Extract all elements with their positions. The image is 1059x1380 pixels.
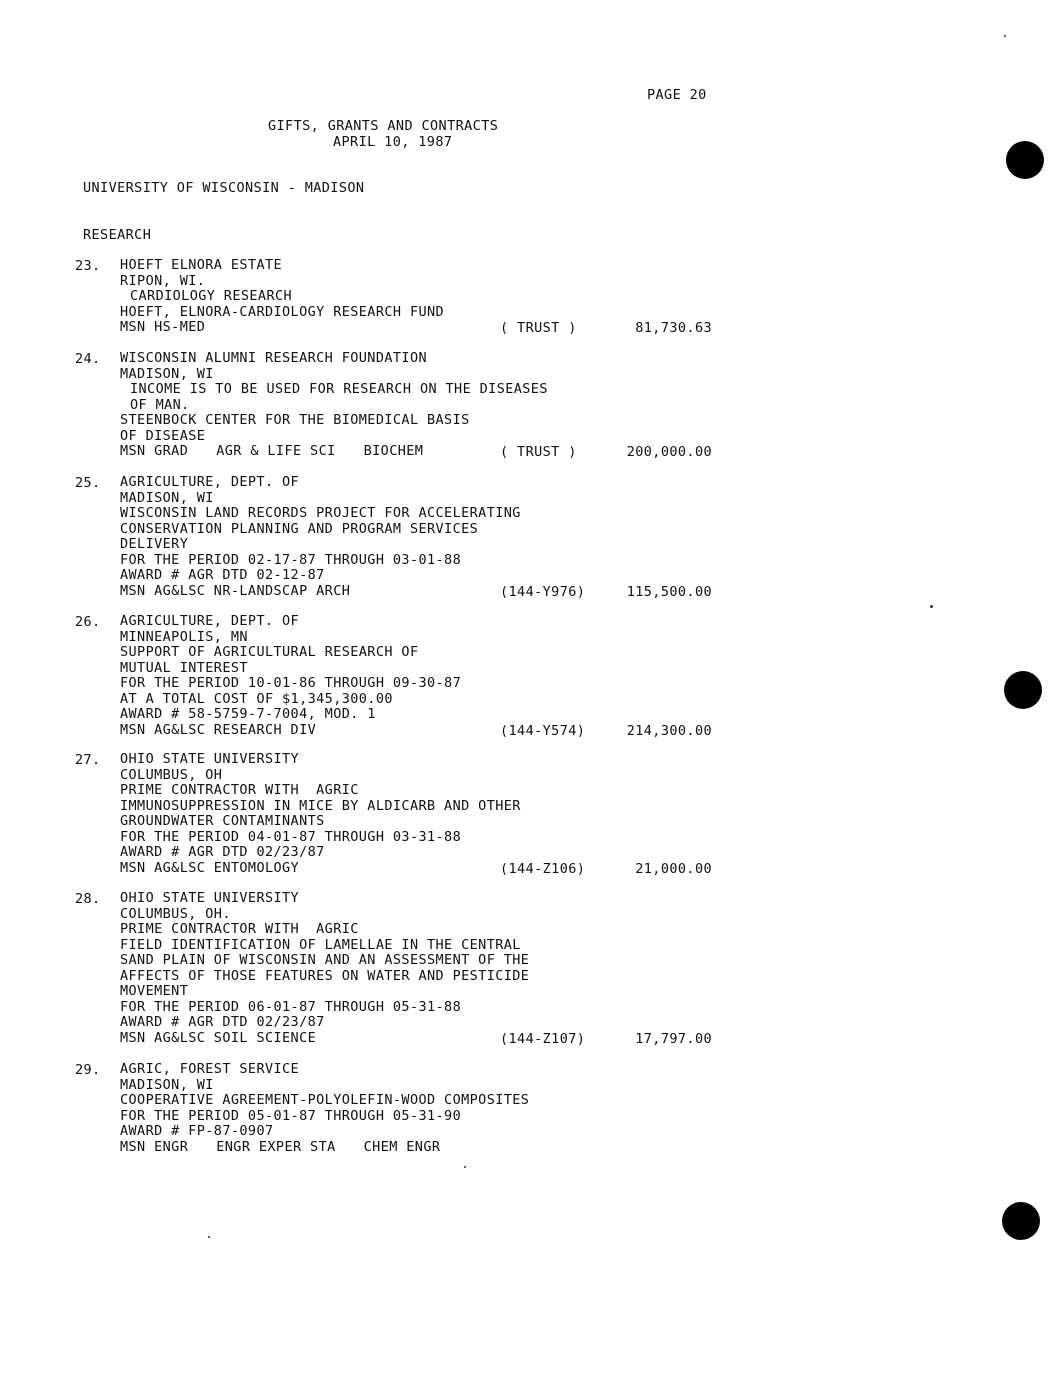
- entry-line: [120, 768, 521, 784]
- entry-line-text: GROUNDWATER CONTAMINANTS: [120, 813, 325, 829]
- entry-line-department: ENGR EXPER STA: [216, 1138, 336, 1155]
- entry-line: [120, 614, 461, 630]
- entry-line-text: MUTUAL INTEREST: [120, 659, 248, 676]
- entry-line-text: HOEFT, ELNORA-CARDIOLOGY RESEARCH FUND: [120, 303, 445, 320]
- entry-line-department: BIOCHEM: [363, 443, 424, 459]
- entry-line: [120, 444, 548, 460]
- entry-line-text: FOR THE PERIOD 04-01-87 THROUGH 03-31-88: [120, 828, 462, 845]
- entry-line-text: FOR THE PERIOD 05-01-87 THROUGH 05-31-90: [120, 1107, 462, 1124]
- scan-speck: [208, 1236, 210, 1238]
- account-code: ( TRUST ): [500, 444, 577, 460]
- entry-line: [120, 814, 521, 830]
- entry-line-text: FOR THE PERIOD 02-17-87 THROUGH 03-01-88: [120, 551, 462, 568]
- entry-line: [120, 645, 461, 661]
- entry-line: [120, 289, 444, 305]
- entry-line: [120, 1093, 529, 1109]
- section-heading: RESEARCH: [83, 227, 152, 243]
- entry-line: [120, 382, 548, 398]
- entry-number: 28.: [75, 891, 101, 907]
- entry-line-text: CARDIOLOGY RESEARCH: [130, 288, 293, 304]
- entry-line: [120, 1078, 529, 1094]
- entry-line: [120, 630, 461, 646]
- entry-line-text: AWARD # 58-5759-7-7004, MOD. 1: [120, 706, 376, 722]
- entry-line-text: IMMUNOSUPPRESSION IN MICE BY ALDICARB AND OTHER: [120, 797, 521, 814]
- grant-amount: 115,500.00: [626, 583, 712, 600]
- account-code: (144-Y976): [500, 583, 586, 600]
- scan-speck: [930, 605, 933, 608]
- entry-line: [120, 891, 529, 907]
- punch-hole: [1002, 1202, 1040, 1240]
- entry-line: [120, 953, 529, 969]
- entry-line-text: MSN AG&LSC SOIL SCIENCE: [120, 1029, 317, 1046]
- entry-line-text: AGRICULTURE, DEPT. OF: [120, 474, 300, 490]
- entry-line-text: MINNEAPOLIS, MN: [120, 628, 248, 645]
- entry-line-text: AT A TOTAL COST OF $1,345,300.00: [120, 690, 393, 707]
- entry-line: [120, 258, 444, 274]
- entry-line-text: OF DISEASE: [120, 427, 206, 444]
- entry-line: [120, 475, 521, 491]
- entry-line: [120, 506, 521, 522]
- entry-number: 25.: [75, 475, 101, 491]
- entry-line: [120, 984, 529, 1000]
- entry-line: [120, 922, 529, 938]
- entry-line: [120, 522, 521, 538]
- entry-number: 24.: [75, 351, 101, 367]
- punch-hole: [1004, 671, 1042, 709]
- entry-line: [120, 938, 529, 954]
- entry-line: [120, 305, 444, 321]
- entry-line-text: COLUMBUS, OH.: [120, 905, 231, 922]
- entry-line-text: COOPERATIVE AGREEMENT-POLYOLEFIN-WOOD COMPOSITES: [120, 1092, 530, 1108]
- entry-line-text: MOVEMENT: [120, 983, 189, 999]
- entry-line: [120, 553, 521, 569]
- entry-line: [120, 413, 548, 429]
- entry-line: [120, 676, 461, 692]
- entry-line-text: MADISON, WI: [120, 1076, 214, 1093]
- grant-amount: 81,730.63: [635, 320, 712, 336]
- entry-line: [120, 661, 461, 677]
- page-number: PAGE 20: [647, 87, 707, 103]
- entry-line: [120, 1062, 529, 1078]
- entry-line-text: FIELD IDENTIFICATION OF LAMELLAE IN THE CENTRAL: [120, 936, 521, 953]
- entry-line-text: AWARD # AGR DTD 02/23/87: [120, 844, 325, 860]
- entry-line: [120, 1124, 529, 1140]
- entry-line-text: AFFECTS OF THOSE FEATURES ON WATER AND PESTICIDE: [120, 967, 530, 984]
- grant-amount: 21,000.00: [635, 860, 712, 877]
- entry-line: [120, 830, 521, 846]
- entry-line-text: SUPPORT OF AGRICULTURAL RESEARCH OF: [120, 644, 419, 660]
- entry-line-text: AWARD # AGR DTD 02-12-87: [120, 567, 325, 583]
- entry-line: [120, 320, 444, 336]
- entry-line: [120, 491, 521, 507]
- entry-line-text: AWARD # FP-87-0907: [120, 1123, 274, 1139]
- entry-line-text: PRIME CONTRACTOR WITH AGRIC: [120, 782, 359, 798]
- document-date: APRIL 10, 1987: [333, 134, 453, 150]
- entry-line: [120, 692, 461, 708]
- entry-number: 29.: [75, 1062, 101, 1078]
- entry-line-text: DELIVERY: [120, 536, 189, 552]
- entry-line-text: STEENBOCK CENTER FOR THE BIOMEDICAL BASIS: [120, 412, 470, 428]
- entry-line: [120, 723, 461, 739]
- entry-line: [120, 783, 521, 799]
- entry-line: [120, 752, 521, 768]
- grant-amount: 200,000.00: [626, 444, 712, 460]
- entry-line: [120, 351, 548, 367]
- entry-line-text: OF MAN.: [130, 396, 190, 413]
- entry-line: [120, 707, 461, 723]
- entry-line: [120, 861, 521, 877]
- entry-number: 26.: [75, 614, 101, 630]
- scan-speck: [464, 1166, 466, 1168]
- entry-line: [120, 907, 529, 923]
- entry-description: [120, 351, 548, 460]
- entry-line: [120, 398, 548, 414]
- institution-name: UNIVERSITY OF WISCONSIN - MADISON: [83, 180, 365, 196]
- entry-line-text: MSN AG&LSC ENTOMOLOGY: [120, 859, 300, 876]
- account-code: ( TRUST ): [500, 320, 577, 336]
- entry-description: [120, 258, 444, 336]
- entry-line-text: OHIO STATE UNIVERSITY: [120, 751, 300, 767]
- entry-line: [120, 568, 521, 584]
- entry-description: [120, 891, 529, 1046]
- scan-speck: [1004, 35, 1006, 37]
- entry-line-text: RIPON, WI.: [120, 272, 206, 289]
- grant-amount: 214,300.00: [626, 722, 712, 739]
- entry-line-text: WISCONSIN ALUMNI RESEARCH FOUNDATION: [120, 350, 427, 366]
- entry-description: [120, 475, 521, 599]
- entry-line: [120, 1140, 529, 1156]
- entry-line-text: FOR THE PERIOD 06-01-87 THROUGH 05-31-88: [120, 998, 462, 1015]
- entry-line-text: MSN AG&LSC RESEARCH DIV: [120, 721, 317, 738]
- entry-number: 27.: [75, 752, 101, 768]
- entry-line: [120, 845, 521, 861]
- entry-line-text: MADISON, WI: [120, 365, 214, 382]
- entry-line-text: AWARD # AGR DTD 02/23/87: [120, 1014, 325, 1030]
- entry-line-text: MSN HS-MED: [120, 319, 206, 335]
- entry-line-text: MSN AG&LSC NR-LANDSCAP ARCH: [120, 582, 351, 599]
- entry-line-text: COLUMBUS, OH: [120, 766, 223, 783]
- entry-line: [120, 799, 521, 815]
- entry-line-text: OHIO STATE UNIVERSITY: [120, 890, 300, 906]
- entry-line: [120, 429, 548, 445]
- entry-line: [120, 1031, 529, 1047]
- entry-line-text: MSN GRAD: [120, 443, 189, 459]
- account-code: (144-Z107): [500, 1030, 586, 1047]
- entry-line-text: MSN ENGR: [120, 1138, 189, 1155]
- entry-line-text: WISCONSIN LAND RECORDS PROJECT FOR ACCELERATING: [120, 505, 521, 521]
- entry-line: [120, 969, 529, 985]
- entry-line-text: PRIME CONTRACTOR WITH AGRIC: [120, 921, 359, 937]
- entry-line-text: INCOME IS TO BE USED FOR RESEARCH ON THE DISEASES: [130, 381, 548, 397]
- punch-hole: [1006, 141, 1044, 179]
- entry-line-text: SAND PLAIN OF WISCONSIN AND AN ASSESSMENT OF THE: [120, 952, 530, 968]
- entry-line-department: AGR & LIFE SCI: [216, 443, 336, 459]
- entry-description: [120, 614, 461, 738]
- grant-amount: 17,797.00: [635, 1030, 712, 1047]
- entry-line-text: MADISON, WI: [120, 489, 214, 506]
- entry-line-text: HOEFT ELNORA ESTATE: [120, 257, 283, 273]
- entry-line: [120, 537, 521, 553]
- entry-line-text: AGRICULTURE, DEPT. OF: [120, 613, 300, 629]
- account-code: (144-Y574): [500, 722, 586, 739]
- entry-line-department: CHEM ENGR: [363, 1138, 441, 1155]
- entry-description: [120, 1062, 529, 1155]
- document-title: GIFTS, GRANTS AND CONTRACTS: [268, 118, 499, 134]
- entry-line-text: AGRIC, FOREST SERVICE: [120, 1061, 300, 1077]
- entry-line: [120, 367, 548, 383]
- entry-line-text: CONSERVATION PLANNING AND PROGRAM SERVICES: [120, 520, 479, 537]
- entry-line: [120, 1109, 529, 1125]
- entry-line: [120, 584, 521, 600]
- entry-description: [120, 752, 521, 876]
- account-code: (144-Z106): [500, 860, 586, 877]
- entry-line: [120, 1015, 529, 1031]
- entry-line: [120, 1000, 529, 1016]
- entry-number: 23.: [75, 258, 101, 274]
- entry-line: [120, 274, 444, 290]
- entry-line-text: FOR THE PERIOD 10-01-86 THROUGH 09-30-87: [120, 675, 462, 691]
